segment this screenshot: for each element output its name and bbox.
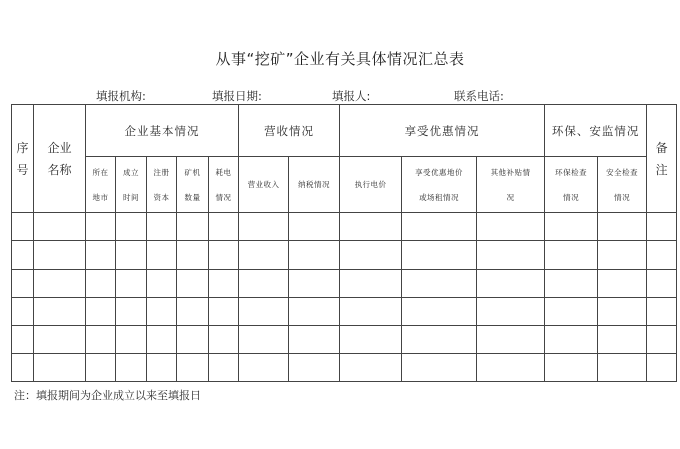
org-label: 填报机构: [96, 89, 146, 103]
tax-header: 纳税情况 [289, 157, 340, 213]
income-header: 营业收入 [239, 157, 289, 213]
company-name-header: 企业 名称 [34, 105, 86, 213]
table-row [12, 269, 677, 297]
env-safety-header: 环保、安监情况 [545, 105, 647, 157]
safety-check-header: 安全检查 情况 [598, 157, 647, 213]
footnote: 注：填报期间为企业成立以来至填报日 [14, 389, 201, 402]
remark-header: 备 注 [647, 105, 677, 213]
machines-header: 矿机 数量 [177, 157, 209, 213]
revenue-header: 营收情况 [239, 105, 340, 157]
header-row-sub [12, 157, 677, 213]
form-title: 从事“挖矿”企业有关具体情况汇总表 [215, 50, 465, 68]
header-row-main [12, 105, 677, 157]
env-check-header: 环保检查 情况 [545, 157, 598, 213]
summary-table [11, 104, 677, 382]
capital-header: 注册 资本 [147, 157, 177, 213]
founded-header: 成立 时间 [116, 157, 147, 213]
phone-label: 联系电话: [454, 89, 504, 103]
table-row [12, 241, 677, 269]
table-row [12, 297, 677, 325]
location-header: 所在 地市 [86, 157, 116, 213]
date-label: 填报日期: [212, 89, 262, 103]
table-row [12, 353, 677, 381]
subsidy-header: 其他补贴情 况 [477, 157, 545, 213]
pref-land-header: 享受优惠地价 或场租情况 [402, 157, 477, 213]
seq-header: 序 号 [12, 105, 34, 213]
person-label: 填报人: [332, 89, 371, 103]
basic-info-header: 企业基本情况 [86, 105, 239, 157]
power-header: 耗电 情况 [209, 157, 239, 213]
preferential-header: 享受优惠情况 [340, 105, 545, 157]
table-row [12, 213, 677, 241]
price-header: 执行电价 [340, 157, 402, 213]
table-row [12, 325, 677, 353]
